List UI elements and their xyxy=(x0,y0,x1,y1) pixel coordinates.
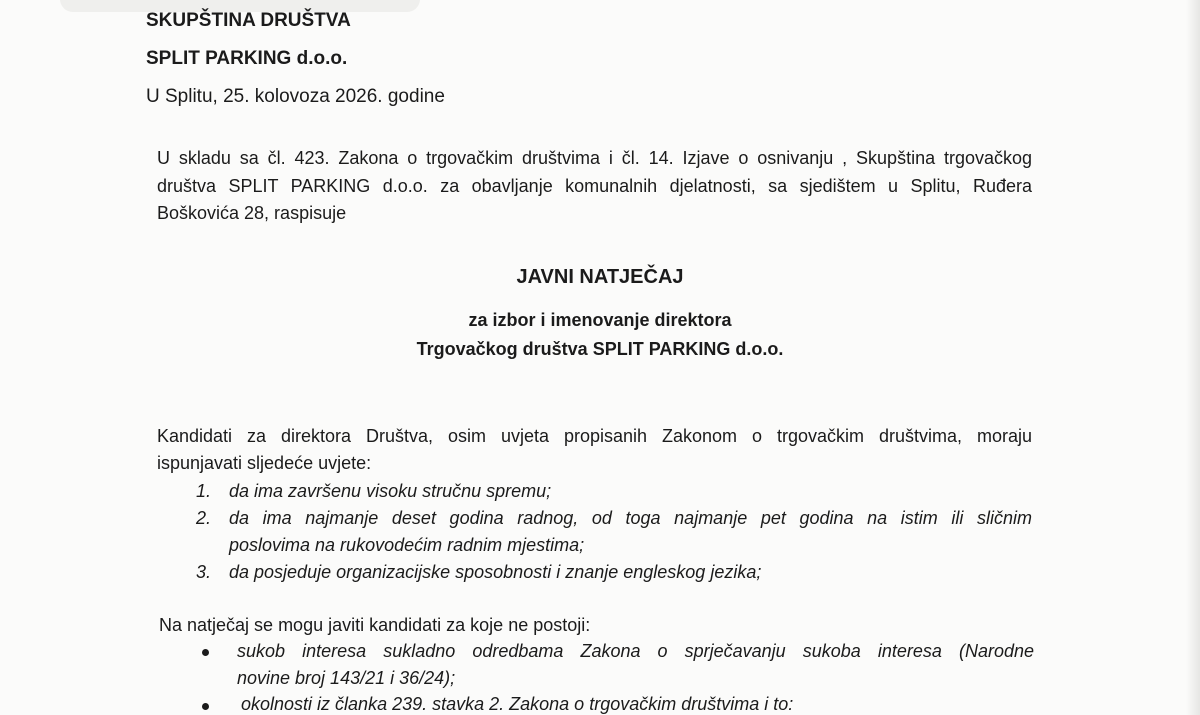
page-title: JAVNI NATJEČAJ xyxy=(516,266,684,288)
condition-2-text-line-2: poslovima na rukovodećim radnim mjestima; xyxy=(229,535,585,555)
intro-line-2: društva SPLIT PARKING d.o.o. za obavljanje komunalnih djelatnosti, sa sjedištem u Splitu, Ruđera xyxy=(157,176,1032,196)
list-number: 2. xyxy=(196,508,212,528)
assembly-heading: SKUPŠTINA DRUŠTVA xyxy=(146,10,351,31)
exclusions-intro: Na natječaj se mogu javiti kandidati za koje ne postoji: xyxy=(159,615,591,635)
bullet-icon xyxy=(202,649,209,656)
conditions-intro-line-2: ispunjavati sljedeće uvjete: xyxy=(157,453,372,473)
condition-3-text: da posjeduje organizacijske sposobnosti i znanje engleskog jezika; xyxy=(229,562,762,582)
conditions-intro-line-1: Kandidati za direktora Društva, osim uvjeta propisanih Zakonom o trgovačkim društvima, moraju xyxy=(157,426,1032,446)
list-number: 3. xyxy=(196,562,212,582)
exclusion-1-text-line-2: novine broj 143/21 i 36/24); xyxy=(237,668,456,688)
exclusion-1-text-line-1: sukob interesa sukladno odredbama Zakona o sprječavanju sukoba interesa (Narodne xyxy=(237,641,1034,661)
intro-line-3: Boškovića 28, raspisuje xyxy=(157,203,347,223)
exclusion-2-text: okolnosti iz članka 239. stavka 2. Zakona o trgovačkim društvima i to: xyxy=(241,694,794,714)
condition-2-text-line-1: da ima najmanje deset godina radnog, od toga najmanje pet godina na istim ili sličnim xyxy=(229,508,1032,528)
title-subline-2: Trgovačkog društva SPLIT PARKING d.o.o. xyxy=(416,339,784,359)
date-line: U Splitu, 25. kolovoza 2026. godine xyxy=(146,86,445,107)
list-number: 1. xyxy=(196,481,212,501)
intro-line-1: U skladu sa čl. 423. Zakona o trgovačkim društvima i čl. 14. Izjave o osnivanju , Skupština trgovačkog xyxy=(157,148,1032,168)
bullet-icon xyxy=(202,703,209,710)
title-subline-1: za izbor i imenovanje direktora xyxy=(468,310,732,330)
company-name-heading: SPLIT PARKING d.o.o. xyxy=(146,48,348,69)
condition-1-text: da ima završenu visoku stručnu spremu; xyxy=(229,481,552,501)
